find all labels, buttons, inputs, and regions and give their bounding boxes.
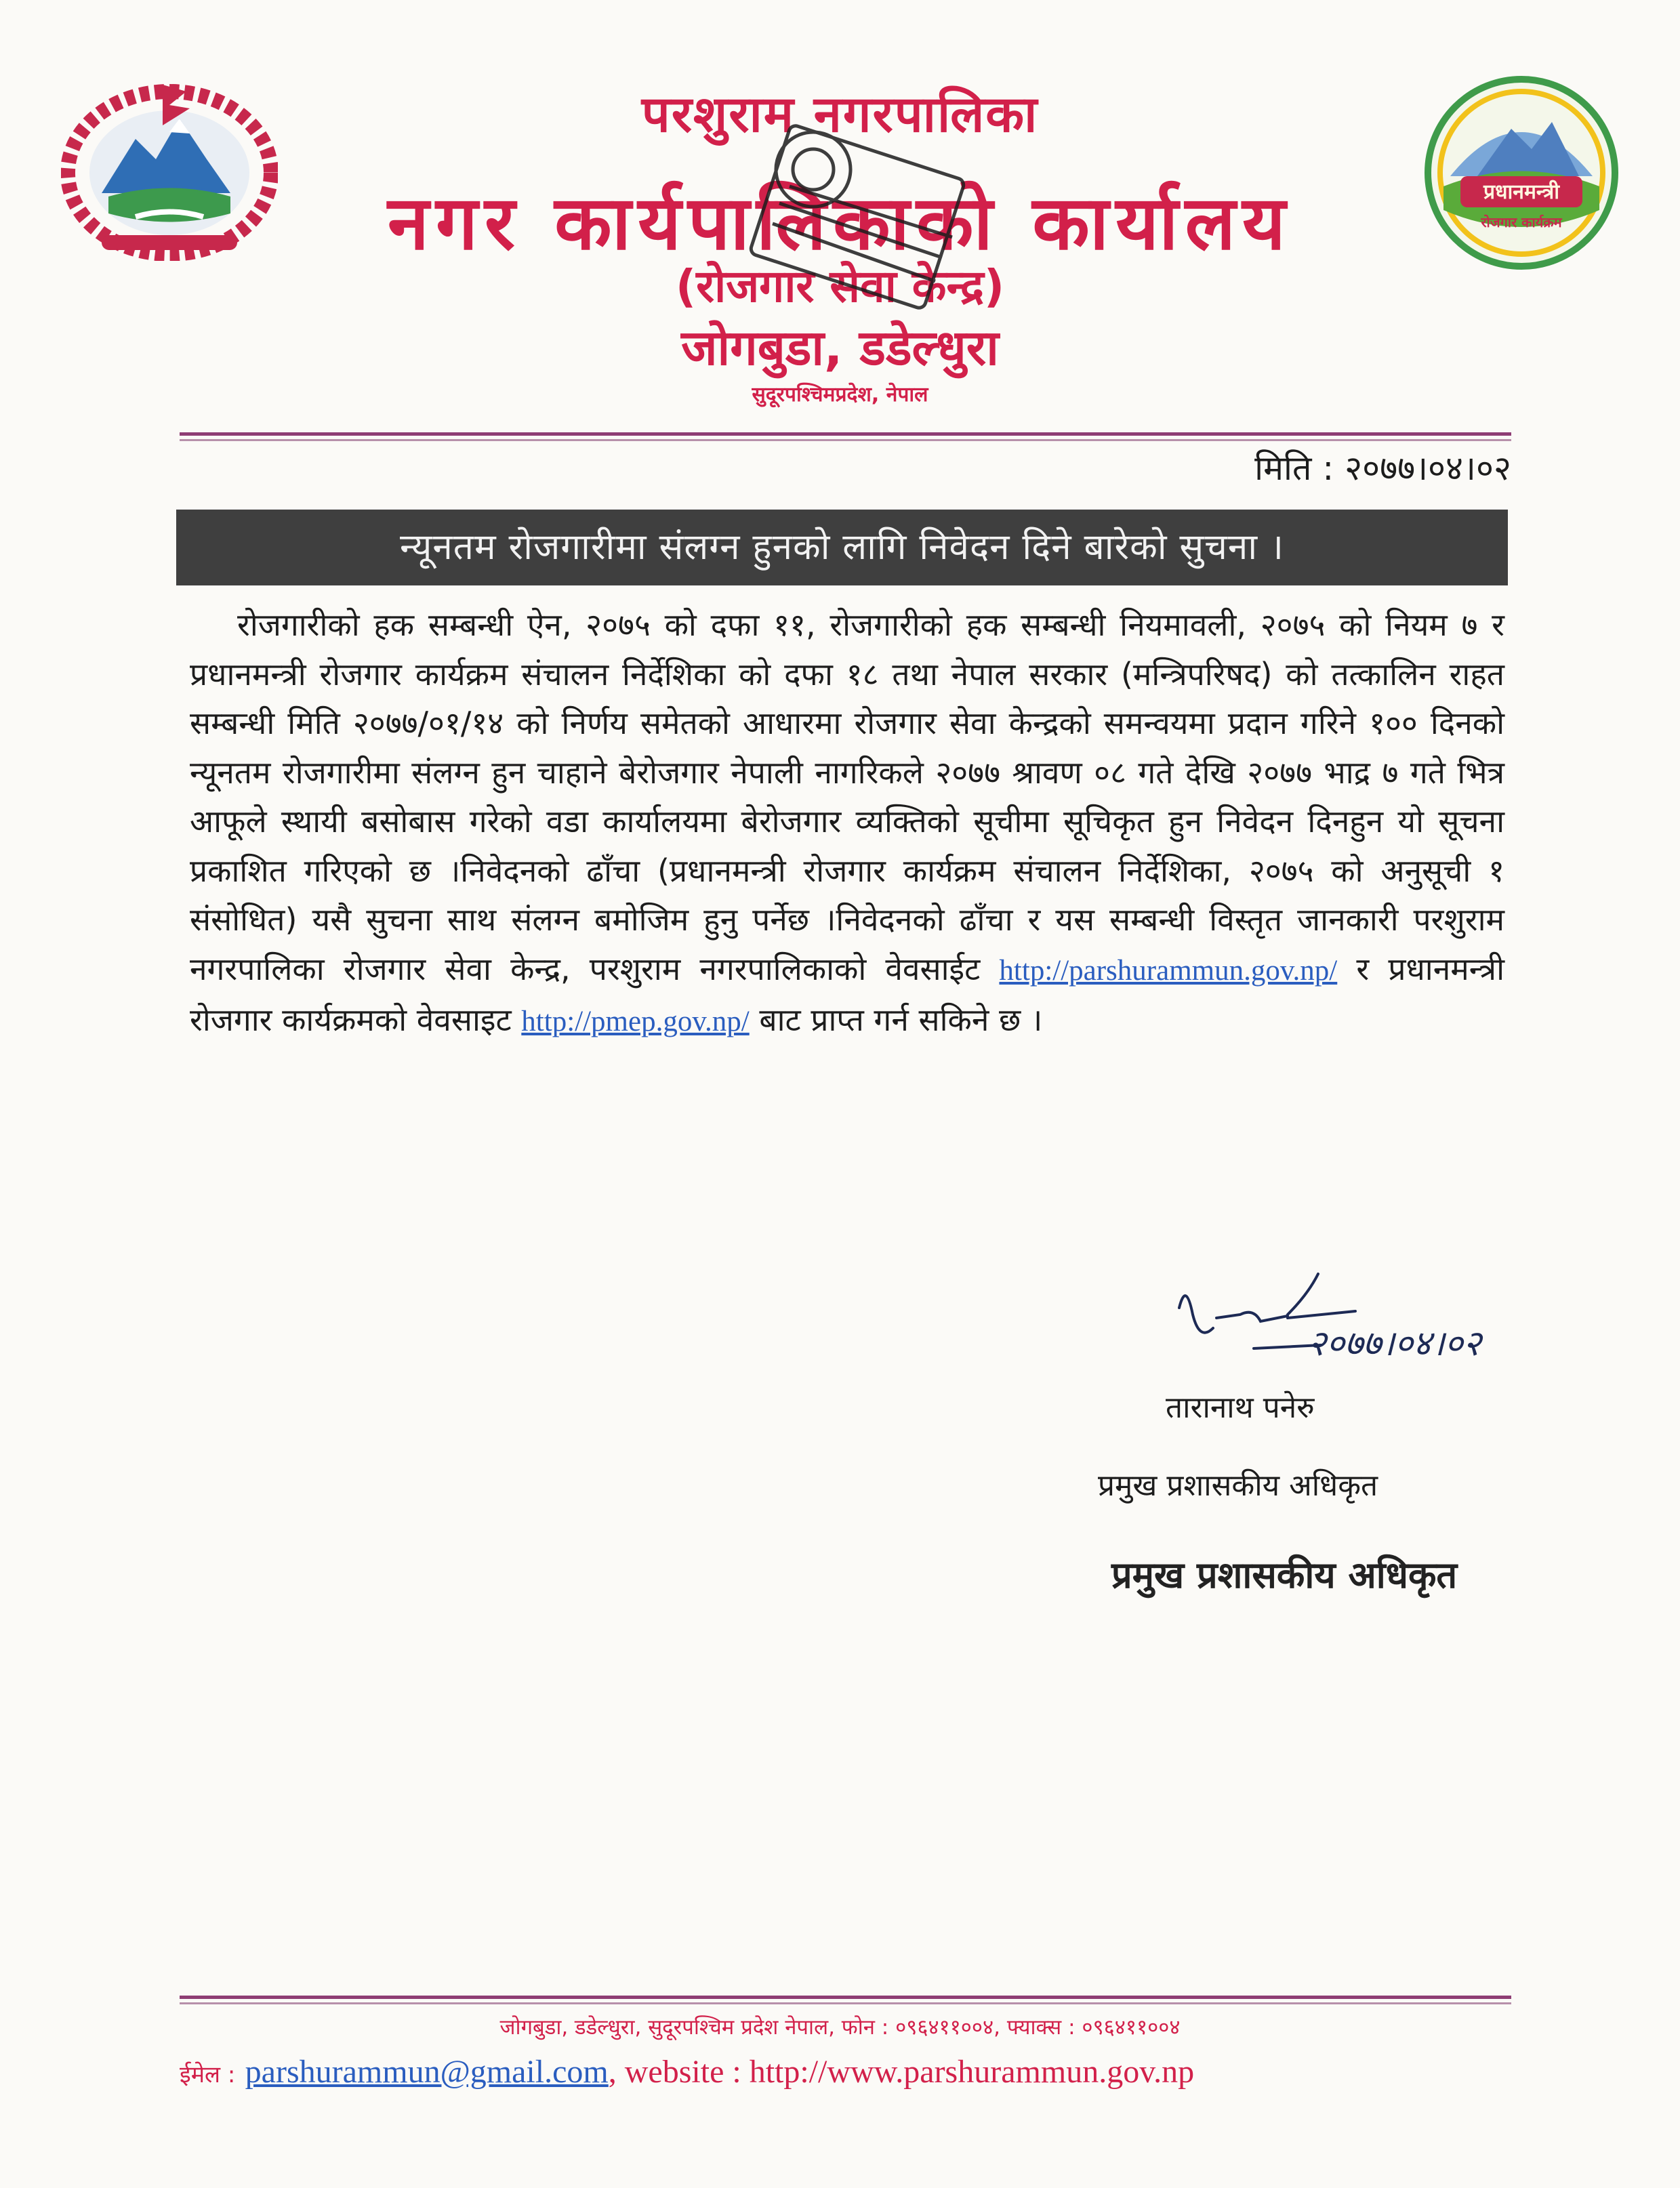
notice-body xyxy=(190,600,1504,1047)
office-name: नगर कार्यपालिकाको कार्यालय xyxy=(388,180,1292,266)
office-seal-stamp xyxy=(725,122,983,318)
footer-contact xyxy=(180,2053,1535,2090)
pmep-logo-text: प्रधानमन्त्री xyxy=(1483,180,1559,204)
footer-divider xyxy=(180,1996,1511,1999)
header-divider-thin xyxy=(180,439,1511,441)
footer-divider-thin xyxy=(180,2002,1511,2004)
province-name: सुदूरपश्चिमप्रदेश, नेपाल xyxy=(752,383,928,407)
header-divider xyxy=(180,432,1511,436)
body-text-1: रोजगारीको हक सम्बन्धी ऐन, २०७५ को दफा ११, रोजगारीको हक सम्बन्धी नियमावली, २०७५ को नियम ७ र प्रधानमन्त्री रोजगार कार्यक्रम संचालन निर्देशिका को दफा १८ तथा नेपाल सरकार (मन्त्रिपरिषद) को तत्कालिन राहत सम्बन्धी मिति २०७७/०१/१४ को निर्णय समेतको आधारमा रोजगार सेवा केन्द्रको समन्वयमा प्रदान गरिने १०० दिनको न्यूनतम रोजगारीमा संलग्न हुन चाहाने बेरोजगार नेपाली नागरिकले २०७७ श्रावण ०८ गते देखि २०७७ भाद्र ७ गते भित्र आफूले स्थायी बसोबास गरेको वडा कार्यालयमा बेरोजगार व्यक्तिको सूचीमा सूचिकृत हुन निवेदन दिनहुन यो सूचना प्रकाशित गरिएको छ ।निवेदनको ढाँचा (प्रधानमन्त्री रोजगार कार्यक्रम संचालन निर्देशिका, २०७५ को अनुसूची १ संसोधित) यसै सुचना साथ संलग्न बमोजिम हुनु पर्नेछ ।निवेदनको ढाँचा र यस सम्बन्धी विस्तृत जानकारी परशुराम नगरपालिका रोजगार सेवा केन्द्र, परशुराम नगरपालिकाको वेवसाईट xyxy=(190,606,1504,987)
handwritten-signature xyxy=(1152,1267,1559,1396)
footer-website: , website : http://www.parshurammun.gov.np xyxy=(608,2054,1195,2090)
body-text-3: बाट प्राप्त गर्न सकिने छ । xyxy=(759,1002,1043,1038)
municipality-name: परशुराम नगरपालिका xyxy=(641,85,1039,144)
body-text-2: र प्रधानमन्त्री रोजगार कार्यक्रमको वेवसाइट xyxy=(190,950,1504,1038)
pmep-website-link[interactable]: http://pmep.gov.np/ xyxy=(521,1006,750,1037)
email-label: ईमेल : xyxy=(180,2061,236,2088)
notice-date: मिति : २०७७।०४।०२ xyxy=(1254,449,1511,488)
signatory-title: प्रमुख प्रशासकीय अधिकृत xyxy=(1098,1468,1378,1503)
footer-email-link[interactable]: parshurammun@gmail.com xyxy=(245,2054,609,2090)
signatory-name: तारानाथ पनेरु xyxy=(1166,1390,1315,1425)
office-location: जोगबुडा, डडेल्धुरा xyxy=(681,319,999,376)
center-name: (रोजगार सेवा केन्द्र) xyxy=(675,260,1005,312)
signature-date: २०७७।०४।०२ xyxy=(1308,1323,1481,1364)
municipality-website-link[interactable]: http://parshurammun.gov.np/ xyxy=(999,954,1338,987)
signatory-title-stamp: प्रमुख प्रशासकीय अधिकृत xyxy=(1111,1554,1458,1596)
pmep-logo-subtext: रोजगार कार्यक्रम xyxy=(1481,214,1562,230)
body-paragraph xyxy=(190,600,1504,1047)
pmep-logo-icon xyxy=(1423,75,1620,271)
notice-title: न्यूनतम रोजगारीमा संलग्न हुनको लागि निवेदन दिने बारेको सुचना । xyxy=(400,527,1284,568)
footer-address: जोगबुडा, डडेल्धुरा, सुदूरपश्चिम प्रदेश नेपाल, फोन : ०९६४११००४, फ्याक्स : ०९६४११००४ xyxy=(499,2015,1181,2040)
